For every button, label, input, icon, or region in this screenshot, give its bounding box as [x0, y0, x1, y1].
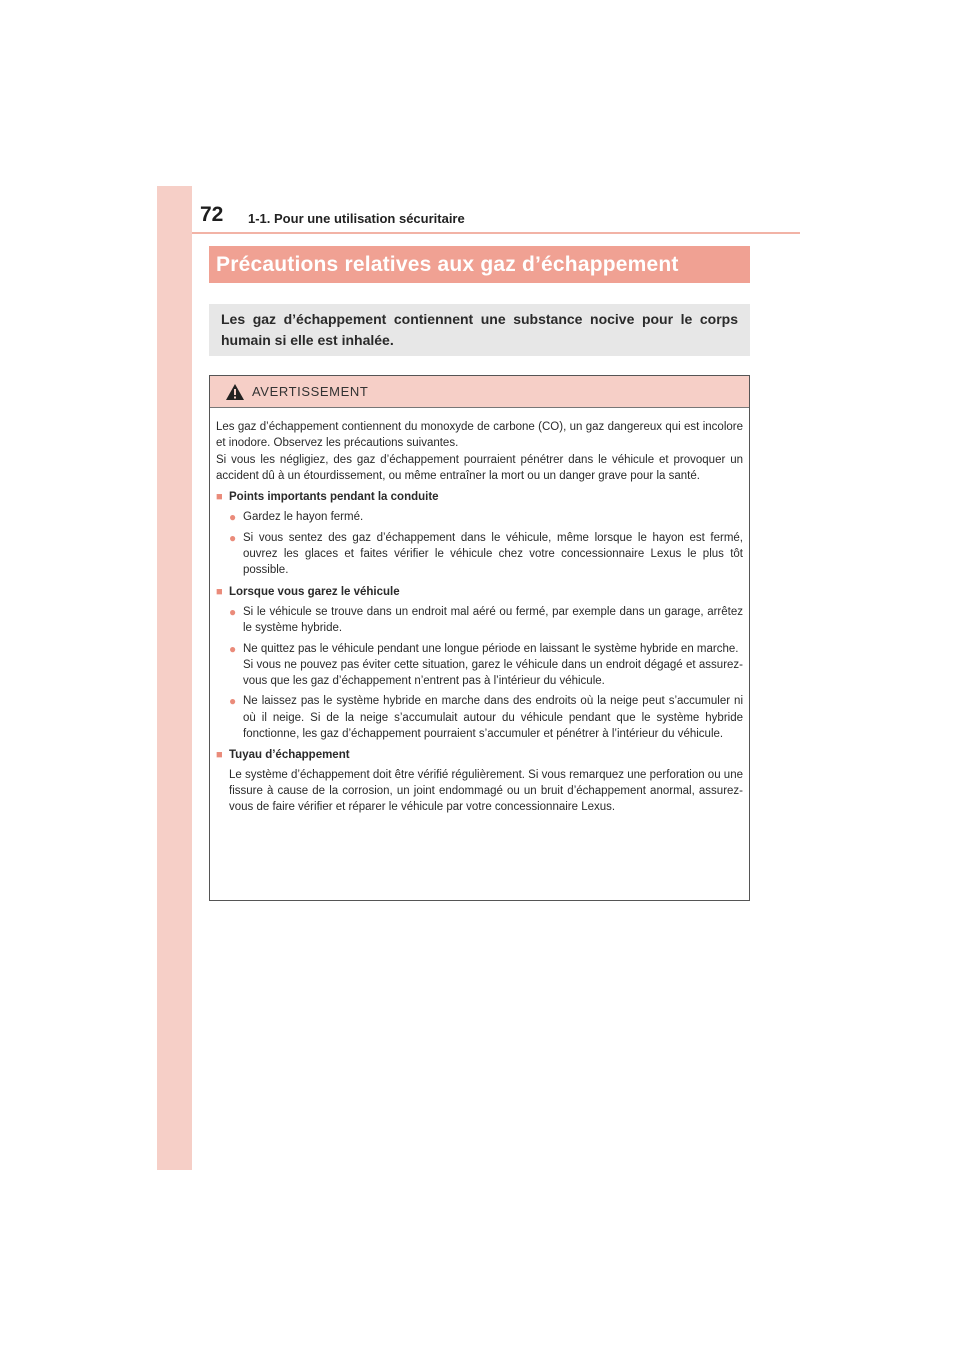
section-heading [216, 489, 743, 505]
intro-box [209, 304, 750, 356]
list-item-body [243, 641, 743, 690]
circle-bullet: ● [229, 510, 237, 525]
circle-bullet: ● [229, 604, 237, 619]
list-item-text: Si vous sentez des gaz d’échappement dans le véhicule, même lorsque le hayon est fermé, ouvrez les glaces et faites vérifier le véhicule chez votre concessionnaire Lexus le plus tôt possible. [243, 531, 743, 577]
list-item [216, 530, 743, 579]
list-item-text: Ne quittez pas le véhicule pendant une longue période en laissant le système hybride en marche. [243, 642, 739, 655]
warning-paragraph: Si vous les négligiez, des gaz d’échappement pourraient pénétrer dans le véhicule et provoquer un accident dû à un étourdissement, ou même entraîner la mort ou un danger grave pour la santé. [216, 453, 743, 482]
square-bullet: ■ [216, 749, 223, 762]
section-heading-text: Points importants pendant la conduite [229, 491, 439, 504]
warning-label: AVERTISSEMENT [252, 384, 369, 399]
title-bar [209, 246, 750, 283]
circle-bullet: ● [229, 530, 237, 545]
list-item [216, 641, 743, 690]
square-bullet: ■ [216, 585, 223, 598]
header-divider [192, 232, 800, 234]
page-number: 72 [200, 203, 224, 226]
list-item-text: Si le véhicule se trouve dans un endroit mal aéré ou fermé, par exemple dans un garage, arrêtez le système hybride. [243, 605, 743, 635]
list-item [216, 604, 743, 637]
warning-triangle-icon [225, 383, 245, 401]
warning-body [210, 408, 749, 816]
page-title: Précautions relatives aux gaz d’échappement [216, 252, 679, 276]
section-text: Le système d’échappement doit être vérifié régulièrement. Si vous remarquez une perforation ou une fissure à cause de la corrosion, un joint endommagé ou un bruit d’échappement anormal, assurez-vous de faire vérifier et réparer le véhicule par votre concessionnaire Lexus. [229, 768, 743, 814]
section-heading [216, 747, 743, 763]
circle-bullet: ● [229, 641, 237, 656]
circle-bullet: ● [229, 694, 237, 709]
list-item-extra-text: Si vous ne pouvez pas éviter cette situation, garez le véhicule dans un endroit dégagé et assurez-vous que les gaz d’échappement n’entrent pas à l’intérieur du véhicule. [243, 658, 743, 688]
warning-box [209, 375, 750, 901]
list-item-text: Ne laissez pas le système hybride en marche dans des endroits où la neige peut s’accumuler ni où il neige. Si de la neige s’accumulait autour du véhicule pendant que le système hybride fonctionne, les gaz d’échappement pourraient s’accumuler et pénétrer à l’intérieur du véhicule. [243, 695, 743, 741]
section-heading-text: Lorsque vous garez le véhicule [229, 585, 400, 598]
list-item [216, 509, 743, 525]
section-heading-text: Tuyau d’échappement [229, 749, 350, 762]
intro-text: Les gaz d’échappement contiennent une substance nocive pour le corps humain si elle est inhalée. [221, 311, 738, 348]
square-bullet: ■ [216, 491, 223, 504]
side-tab-strip [157, 186, 192, 1170]
warning-header [210, 376, 749, 408]
warning-paragraph: Les gaz d’échappement contiennent du monoxyde de carbone (CO), un gaz dangereux qui est incolore et inodore. Observez les précautions suivantes. [216, 421, 743, 450]
list-item-text: Gardez le hayon fermé. [243, 511, 364, 524]
section-reference: 1-1. Pour une utilisation sécuritaire [248, 211, 465, 226]
section-heading [216, 584, 743, 600]
list-item [216, 693, 743, 742]
